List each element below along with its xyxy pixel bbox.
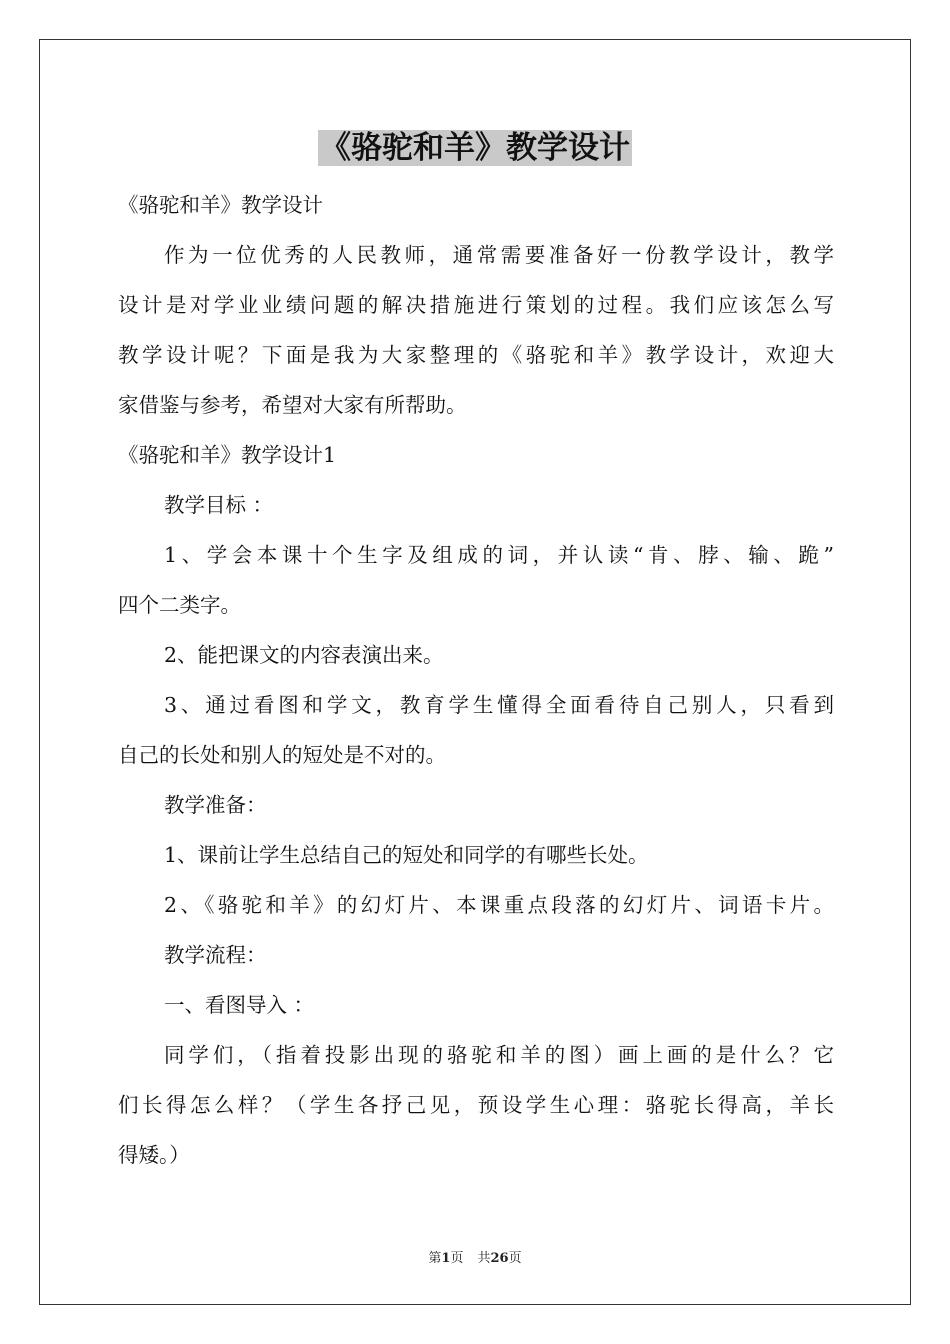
total-pages: 26: [490, 1251, 509, 1266]
paragraph-line: 自己的长处和别人的短处是不对的。: [118, 743, 446, 767]
paragraph-line: 们长得怎么样？（学生各抒己见，预设学生心理：骆驼长得高，羊长: [118, 1093, 834, 1117]
document-title: [0, 128, 950, 168]
total-suffix: 页: [508, 1251, 522, 1266]
paragraph-line: 2、能把课文的内容表演出来。: [164, 643, 444, 667]
paragraph-line: 得矮。）: [118, 1143, 190, 1167]
page-number: 1: [441, 1251, 451, 1266]
paragraph-line: 设计是对学业业绩问题的解决措施进行策划的过程。我们应该怎么写: [118, 293, 834, 317]
paragraph-line: 作为一位优秀的人民教师，通常需要准备好一份教学设计，教学: [164, 243, 834, 267]
page-prefix: 第: [428, 1251, 442, 1266]
paragraph-line: 3、通过看图和学文，教育学生懂得全面看待自己别人，只看到: [164, 693, 834, 717]
paragraph-line: 四个二类字。: [118, 593, 241, 617]
paragraph-line: 2、《骆驼和羊》的幻灯片、本课重点段落的幻灯片、词语卡片。: [164, 893, 834, 917]
paragraph-line: 1、课前让学生总结自己的短处和同学的有哪些长处。: [164, 843, 649, 867]
paragraph-line: 一、看图导入 ：: [164, 993, 315, 1017]
total-prefix: 共: [477, 1251, 491, 1266]
page-footer: [0, 1247, 950, 1266]
paragraph-line: 1、学会本课十个生字及组成的词，并认读“肯、脖、输、跪”: [164, 543, 834, 567]
subtitle-line: 《骆驼和羊》教学设计: [118, 193, 323, 217]
paragraph-line: 同学们，（指着投影出现的骆驼和羊的图）画上画的是什么？它: [164, 1043, 834, 1067]
paragraph-line: 教学准备：: [164, 793, 267, 817]
paragraph-line: 教学目标 ：: [164, 493, 274, 517]
page-suffix: 页: [450, 1251, 464, 1266]
paragraph-line: 教学设计呢？下面是我为大家整理的《骆驼和羊》教学设计，欢迎大: [118, 343, 834, 367]
document-title-text: 《骆驼和羊》教学设计: [320, 130, 630, 166]
paragraph-line: 教学流程：: [164, 943, 267, 967]
section-heading: 《骆驼和羊》教学设计1: [118, 443, 337, 467]
paragraph-line: 家借鉴与参考，希望对大家有所帮助。: [118, 393, 467, 417]
document-body: [118, 180, 834, 1180]
